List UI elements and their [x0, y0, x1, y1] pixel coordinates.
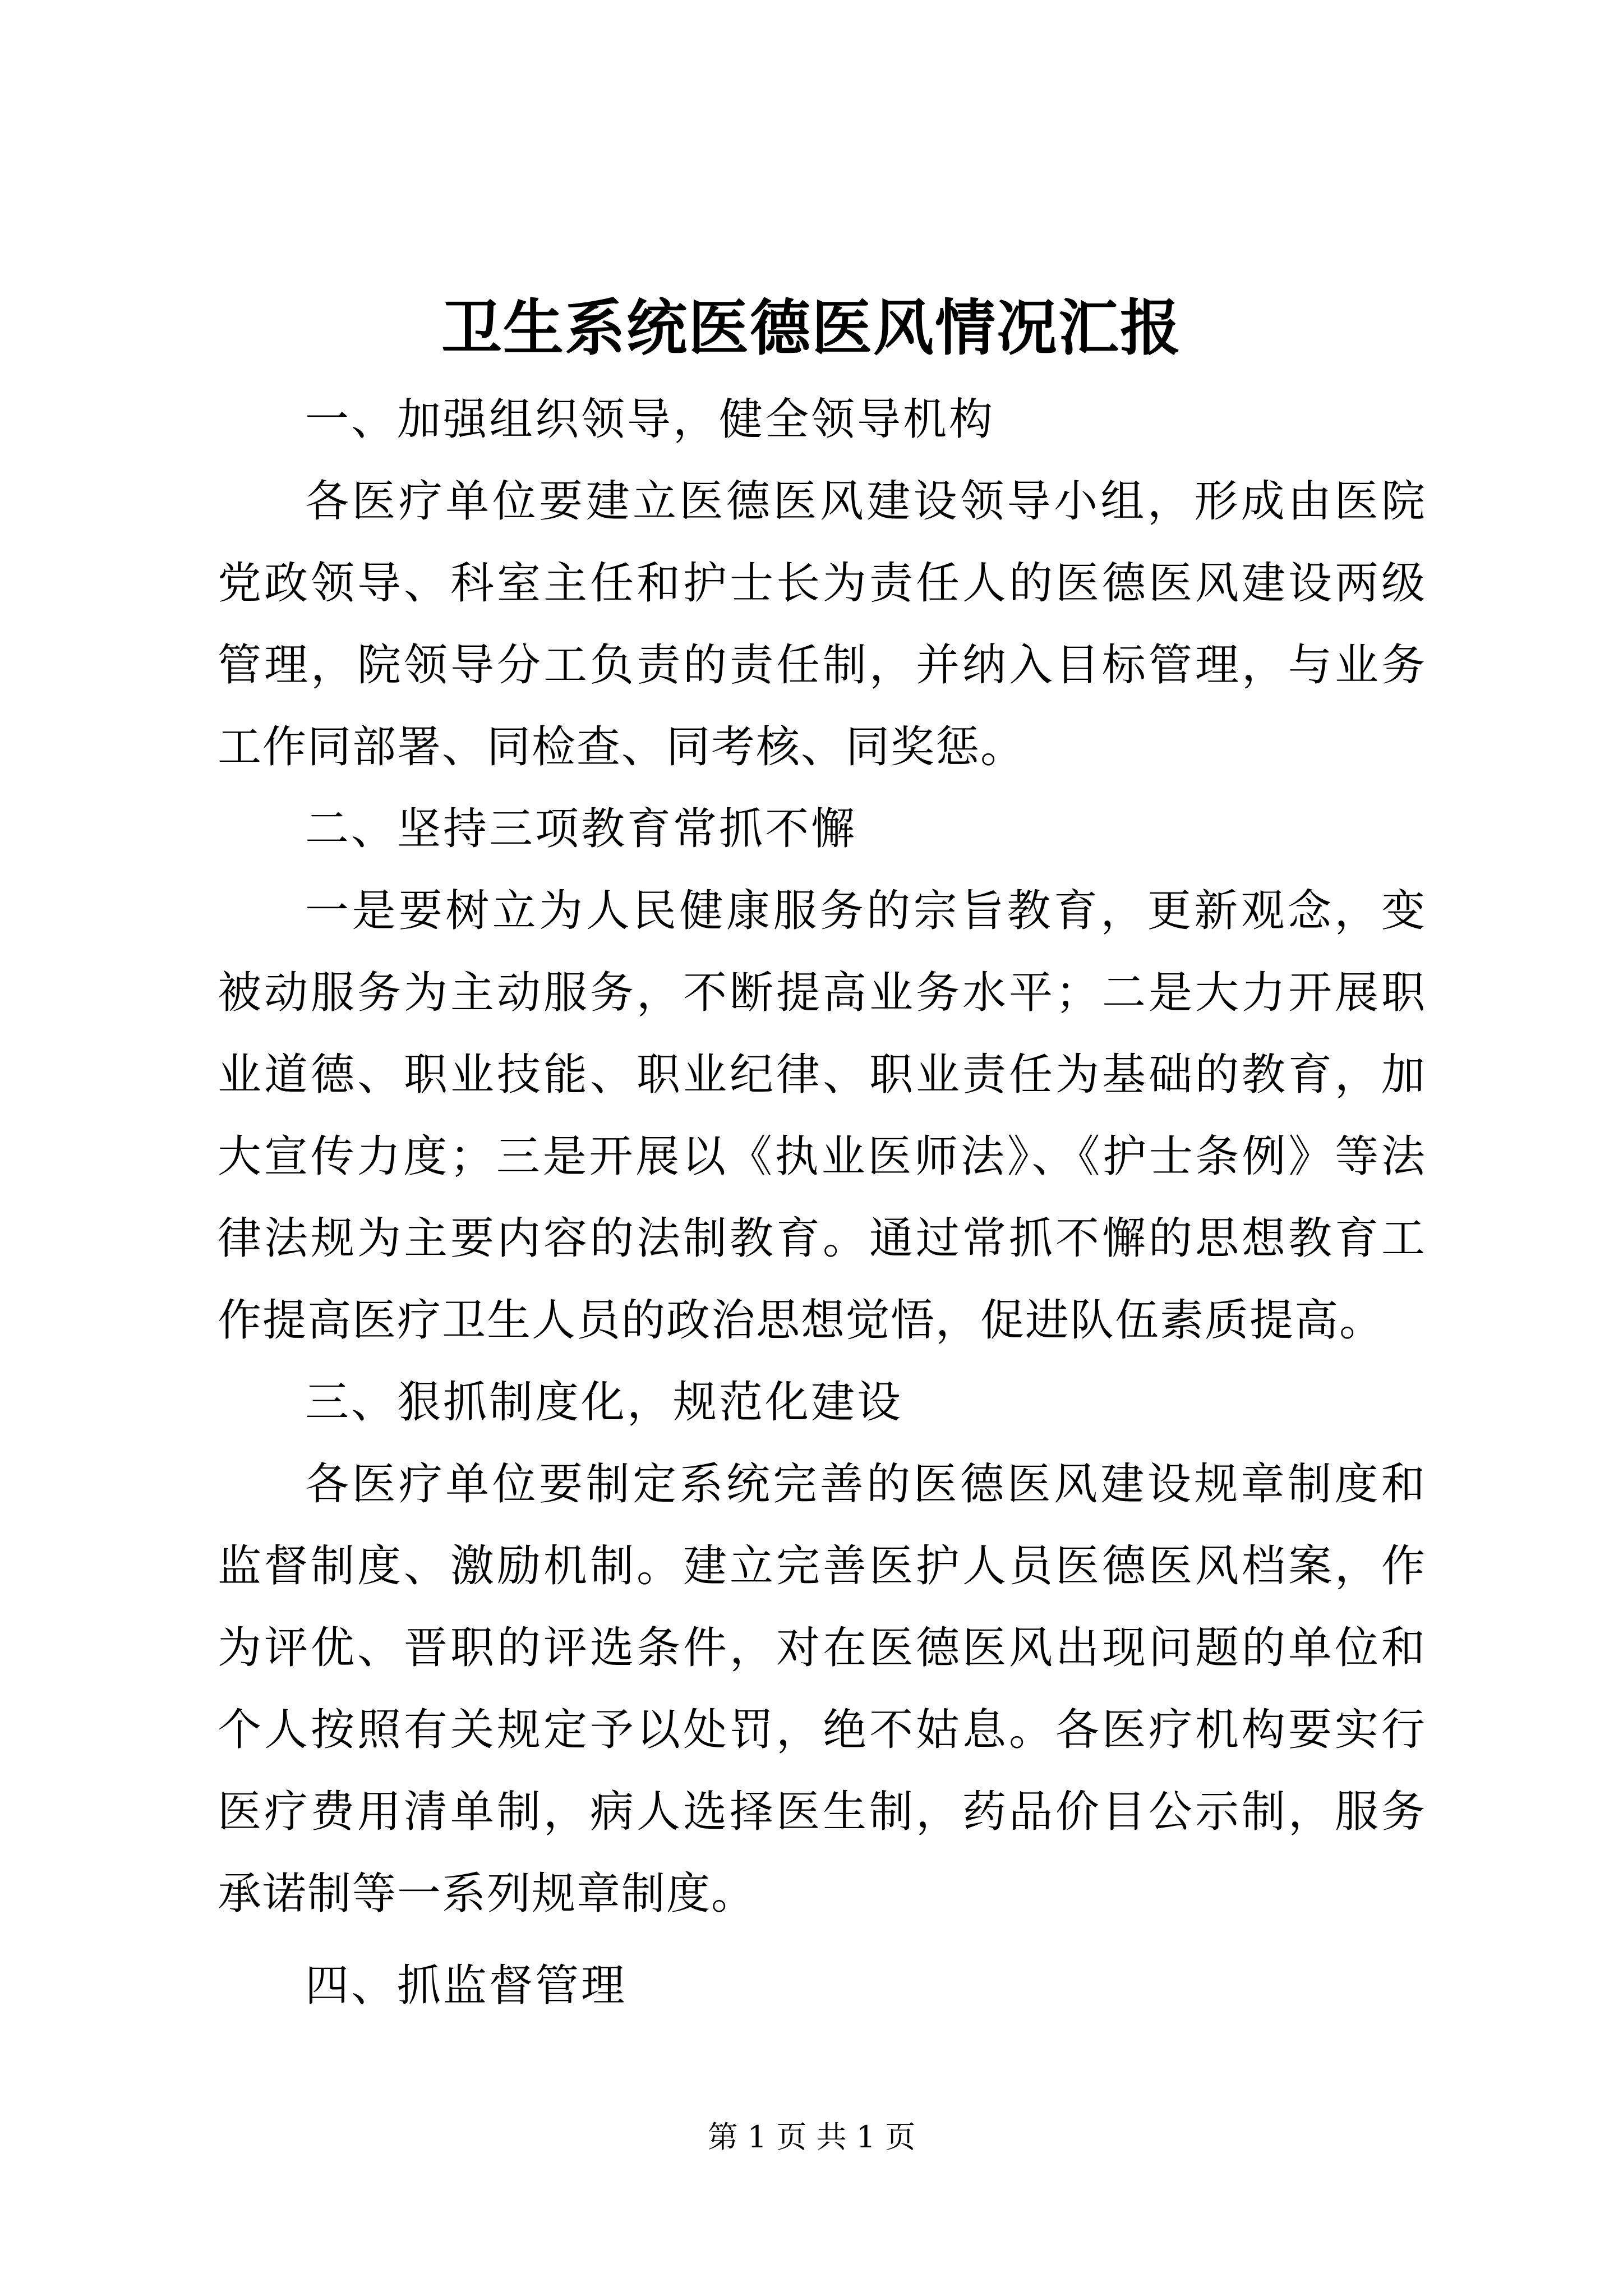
document-title: 卫生系统医德医风情况汇报: [441, 293, 1182, 364]
section-heading-4: 四、抓监督管理: [305, 1961, 628, 2011]
section-heading-2: 二、坚持三项教育常抓不懈: [305, 804, 857, 854]
document-body: [218, 379, 1426, 2027]
section-heading-3: 三、狠抓制度化，规范化建设: [305, 1377, 903, 1428]
section-paragraph-2: 一是要树立为人民健康服务的宗旨教育，更新观念，变被动服务为主动服务，不断提高业务水平；二是大力开展职业道德、职业技能、职业纪律、职业责任为基础的教育，加大宣传力度；三是开展以《执业医师法》、《护士条例》等法律法规为主要内容的法制教育。通过常抓不懈的思想教育工作提高医疗卫生人员的政治思想觉悟，促进队伍素质提高。: [218, 886, 1426, 1346]
page-footer: 第 1 页 共 1 页: [707, 2119, 916, 2155]
section-paragraph-3: 各医疗单位要制定系统完善的医德医风建设规章制度和监督制度、激励机制。建立完善医护人员医德医风档案，作为评优、晋职的评选条件，对在医德医风出现问题的单位和个人按照有关规定予以处罚，绝不姑息。各医疗机构要实行医疗费用清单制，病人选择医生制，药品价目公示制，服务承诺制等一系列规章制度。: [218, 1459, 1426, 1919]
section-paragraph-1: 各医疗单位要建立医德医风建设领导小组，形成由医院党政领导、科室主任和护士长为责任人的医德医风建设两级管理，院领导分工负责的责任制，并纳入目标管理，与业务工作同部署、同检查、同考核、同奖惩。: [218, 476, 1426, 772]
section-heading-1: 一、加强组织领导，健全领导机构: [305, 394, 995, 445]
